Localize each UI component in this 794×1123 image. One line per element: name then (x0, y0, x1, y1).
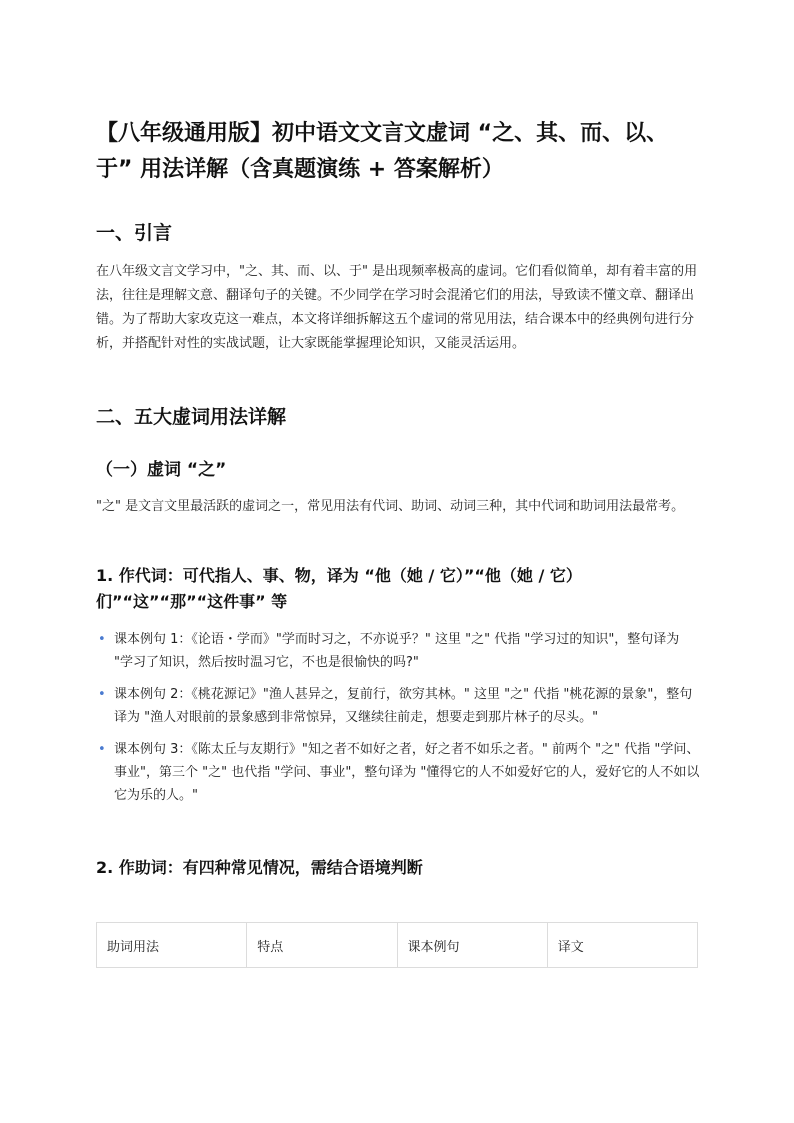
list-item-text: 课本例句 1：《论语・学而》"学而时习之，不亦说乎？" 这里 "之" 代指 "学习过的知识"，整句译为 "学习了知识，然后按时温习它，不也是很愉快的吗?" (114, 632, 680, 670)
bullet-icon: • (98, 742, 106, 757)
list-item (96, 738, 700, 807)
point1-heading: 1. 作代词：可代指人、事、物，译为 “他（她 / 它）”“他（她 / 它）们”“这”“那”“这件事” 等 (96, 566, 582, 611)
example-list (96, 628, 700, 816)
list-item-text: 课本例句 3：《陈太丘与友期行》"知之者不如好之者，好之者不如乐之者。" 前两个 "之" 代指 "学问、事业"，第三个 "之" 也代指 "学问、事业"，整句译为 "懂得它的人不如爱好它的人，爱好它的人不如以它为乐的人。" (114, 742, 700, 803)
part2-heading: 二、五大虚词用法详解 (96, 406, 287, 428)
table-header-cell: 译文 (547, 923, 697, 968)
table-header-cell: 课本例句 (397, 923, 547, 968)
intro-heading: 一、引言 (96, 222, 173, 244)
sub1-paragraph: "之" 是文言文里最活跃的虚词之一，常见用法有代词、助词、动词三种，其中代词和助词用法最常考。 (96, 499, 685, 514)
bullet-icon: • (98, 687, 106, 702)
point2-heading: 2. 作助词：有四种常见情况，需结合语境判断 (96, 858, 423, 877)
list-item (96, 683, 700, 729)
table-header-row (97, 923, 698, 968)
intro-paragraph: 在八年级文言文学习中，"之、其、而、以、于" 是出现频率极高的虚词。它们看似简单，却有着丰富的用法，往往是理解文意、翻译句子的关键。不少同学在学习时会混淆它们的用法，导致读不懂文章、翻译出错。为了帮助大家攻克这一难点，本文将详细拆解这五个虚词的常见用法，结合课本中的经典例句进行分析，并搭配针对性的实战试题，让大家既能掌握理论知识，又能灵活运用。 (96, 264, 698, 351)
sub1-heading: （一）虚词 “之” (96, 460, 227, 480)
table-header-cell: 特点 (247, 923, 397, 968)
bullet-icon: • (98, 632, 106, 647)
list-item (96, 628, 700, 674)
table-header-cell: 助词用法 (97, 923, 247, 968)
list-item-text: 课本例句 2：《桃花源记》"渔人甚异之，复前行，欲穷其林。" 这里 "之" 代指 "桃花源的景象"，整句译为 "渔人对眼前的景象感到非常惊异，又继续往前走，想要走到那片林子的尽头。" (114, 687, 693, 725)
document-title: 【八年级通用版】初中语文文言文虚词 “之、其、而、以、于” 用法详解（含真题演练 + 答案解析） (96, 121, 669, 182)
particle-usage-table (96, 922, 698, 968)
